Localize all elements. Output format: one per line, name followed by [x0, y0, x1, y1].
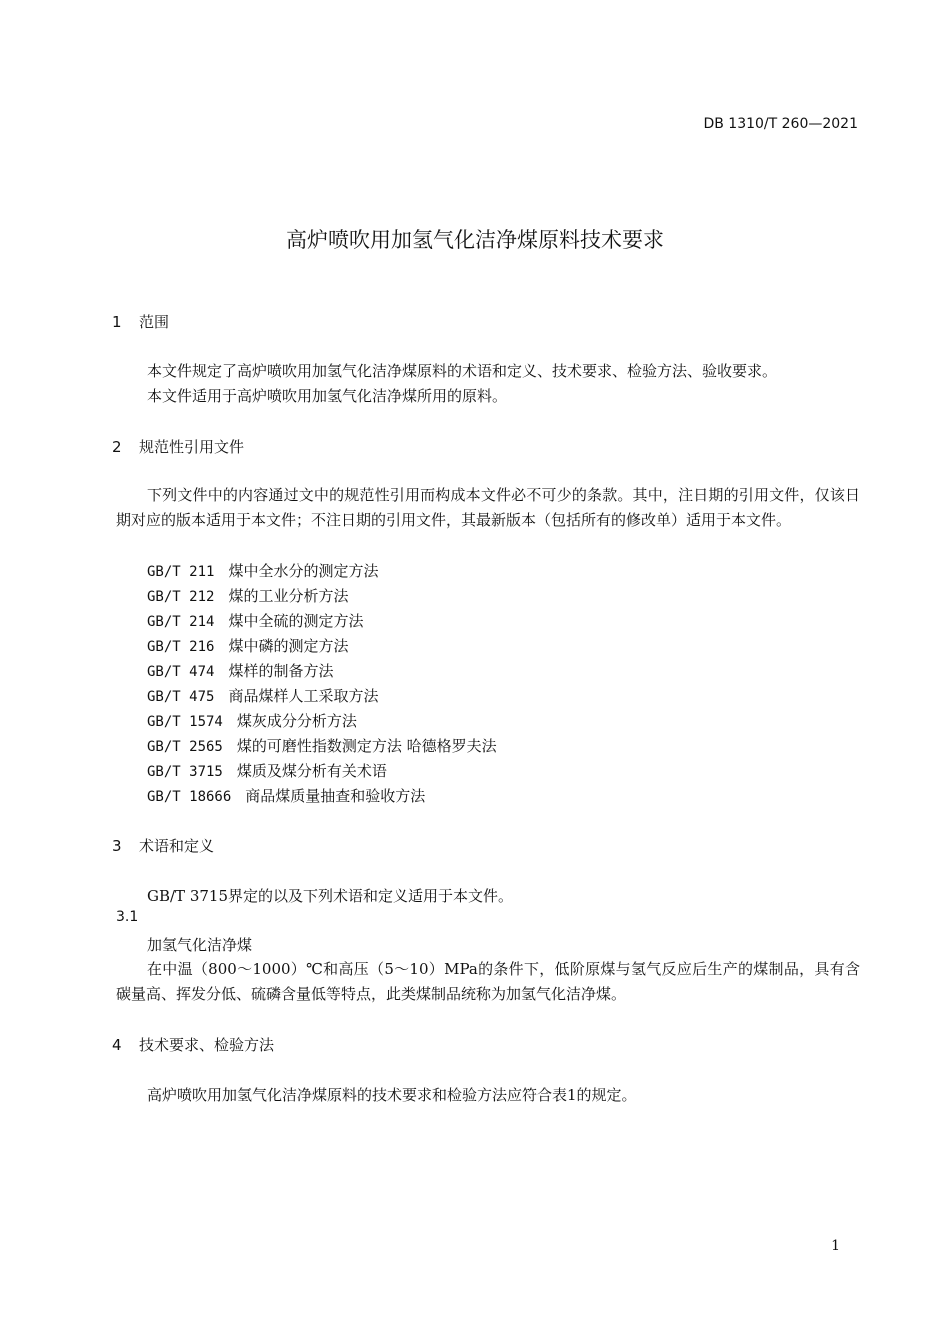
section-3-heading [112, 835, 214, 856]
reference-item [147, 760, 387, 781]
reference-code: GB/T 474 [147, 664, 215, 680]
reference-name: 煤质及煤分析有关术语 [236, 762, 387, 780]
section-number: 4 [112, 1036, 122, 1054]
section-title: 术语和定义 [139, 837, 215, 855]
reference-item [147, 735, 497, 756]
reference-code: GB/T 3715 [147, 764, 223, 780]
tech-paragraph: 高炉喷吹用加氢气化洁净煤原料的技术要求和检验方法应符合表1的规定。 [147, 1086, 637, 1104]
reference-code: GB/T 2565 [147, 739, 223, 755]
reference-name: 煤中全水分的测定方法 [228, 562, 379, 580]
page-number: 1 [831, 1238, 840, 1254]
term-definition: 在中温（800～1000）℃和高压（5～10）MPa的条件下，低阶原煤与氢气反应后生产的煤制品，具有含碳量高、挥发分低、硫磷含量低等特点，此类煤制品统称为加氢气化洁净煤。 [116, 960, 860, 1003]
reference-name: 煤中磷的测定方法 [228, 637, 349, 655]
reference-code: GB/T 1574 [147, 714, 223, 730]
reference-name: 煤的工业分析方法 [228, 587, 349, 605]
document-code: DB 1310/T 260—2021 [703, 116, 858, 132]
reference-code: GB/T 211 [147, 564, 215, 580]
reference-name: 煤样的制备方法 [228, 662, 334, 680]
reference-name: 煤中全硫的测定方法 [228, 612, 364, 630]
reference-item [147, 610, 363, 631]
reference-code: GB/T 214 [147, 614, 215, 630]
terms-intro-paragraph: GB/T 3715界定的以及下列术语和定义适用于本文件。 [147, 887, 514, 905]
section-title: 规范性引用文件 [139, 438, 245, 456]
section-number: 2 [112, 438, 122, 456]
reference-code: GB/T 18666 [147, 789, 232, 805]
scope-paragraph-2: 本文件适用于高炉喷吹用加氢气化洁净煤所用的原料。 [147, 387, 508, 405]
term-number: 3.1 [116, 909, 139, 925]
section-number: 1 [112, 313, 122, 331]
normative-intro-paragraph: 下列文件中的内容通过文中的规范性引用而构成本文件必不可少的条款。其中，注日期的引用文件，仅该日期对应的版本适用于本文件；不注日期的引用文件，其最新版本（包括所有的修改单）适用于本文件。 [116, 486, 860, 529]
reference-name: 煤的可磨性指数测定方法 哈德格罗夫法 [236, 737, 497, 755]
section-number: 3 [112, 837, 122, 855]
reference-item [147, 685, 378, 706]
reference-item [147, 660, 333, 681]
reference-code: GB/T 216 [147, 639, 215, 655]
term-name: 加氢气化洁净煤 [147, 936, 253, 954]
reference-item [147, 585, 348, 606]
reference-item [147, 710, 357, 731]
reference-code: GB/T 212 [147, 589, 215, 605]
document-title: 高炉喷吹用加氢气化洁净煤原料技术要求 [286, 228, 664, 252]
reference-name: 商品煤质量抽查和验收方法 [245, 787, 426, 805]
section-title: 范围 [139, 313, 170, 331]
reference-item [147, 785, 425, 806]
reference-item [147, 635, 348, 656]
reference-code: GB/T 475 [147, 689, 215, 705]
section-1-heading [112, 311, 169, 332]
reference-name: 煤灰成分分析方法 [236, 712, 357, 730]
scope-paragraph-1: 本文件规定了高炉喷吹用加氢气化洁净煤原料的术语和定义、技术要求、检验方法、验收要求。 [147, 362, 778, 380]
reference-item [147, 560, 378, 581]
section-2-heading [112, 436, 244, 457]
reference-name: 商品煤样人工采取方法 [228, 687, 379, 705]
section-title: 技术要求、检验方法 [139, 1036, 275, 1054]
section-4-heading [112, 1034, 274, 1055]
